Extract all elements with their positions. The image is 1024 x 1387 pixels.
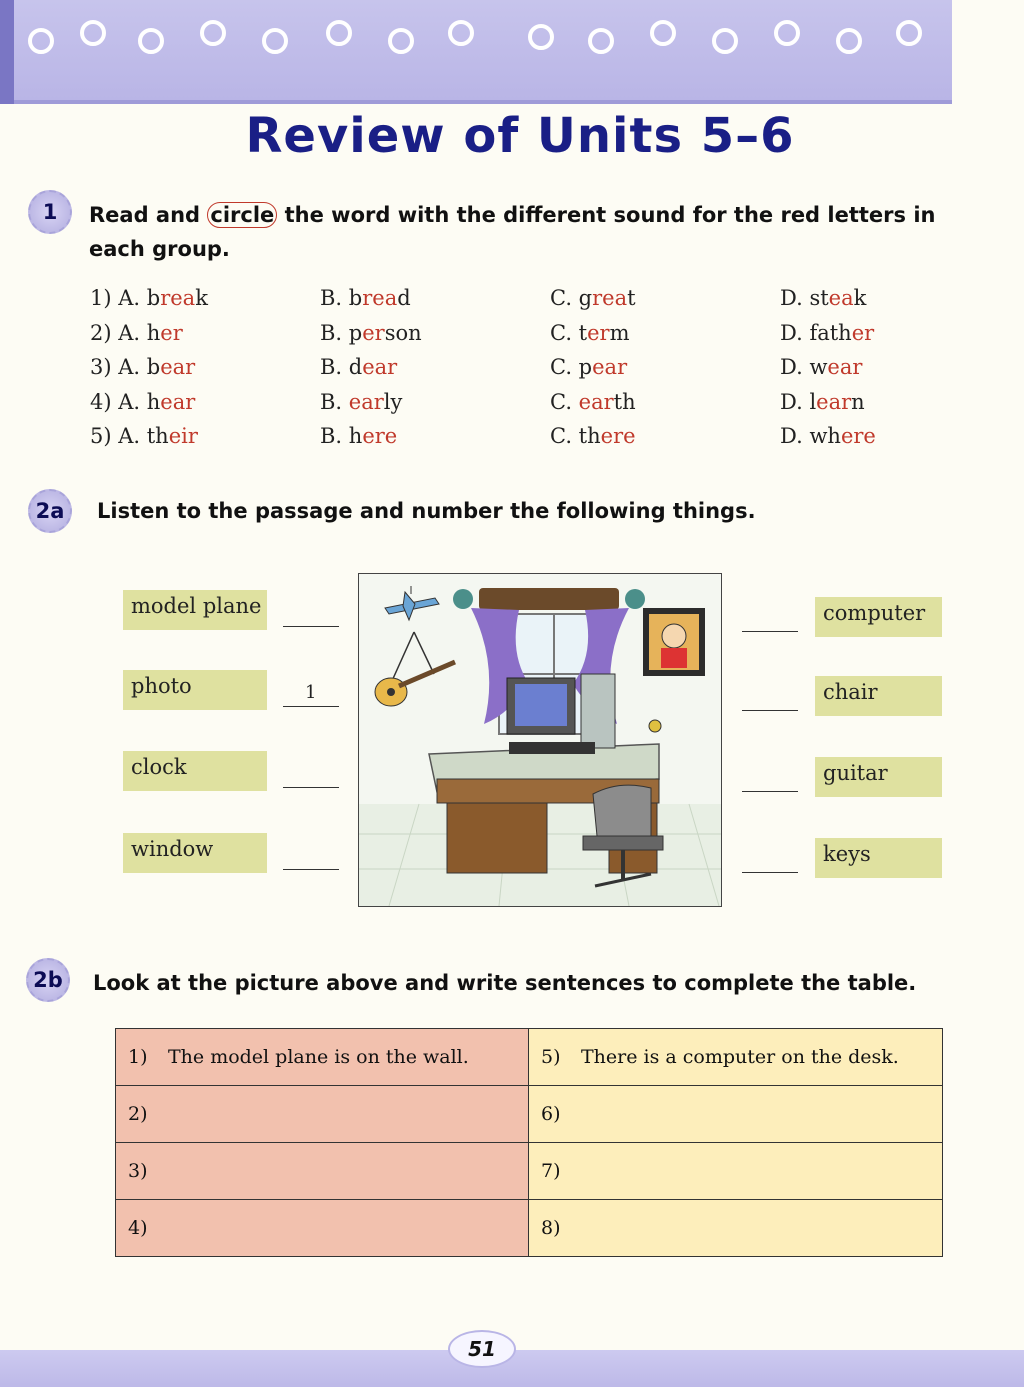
left-label-4: window bbox=[123, 833, 267, 873]
option-4-D[interactable]: D. learn bbox=[780, 389, 865, 414]
left-label-2: photo bbox=[123, 670, 267, 710]
section-2a-instruction: Listen to the passage and number the following things. bbox=[97, 499, 756, 523]
table-row bbox=[116, 1143, 943, 1200]
guitar-drawing bbox=[375, 632, 455, 706]
banner-edge bbox=[0, 0, 14, 104]
table-cell[interactable]: 8) bbox=[529, 1200, 943, 1257]
model-plane-drawing bbox=[385, 586, 439, 620]
option-1-B[interactable]: B. bread bbox=[320, 286, 411, 310]
option-3-B[interactable]: B. dear bbox=[320, 355, 398, 379]
section-2a-badge: 2a bbox=[28, 489, 72, 533]
option-3-C[interactable]: C. pear bbox=[550, 355, 628, 379]
option-5-A[interactable]: 5) A. their bbox=[90, 424, 198, 448]
right-label-4: keys bbox=[815, 838, 942, 878]
section-1-instruction: Read and circle the word with the different sound for the red letters in each group. bbox=[89, 203, 936, 261]
left-answer-line-4[interactable] bbox=[283, 869, 339, 870]
option-5-D[interactable]: D. where bbox=[780, 424, 876, 448]
right-answer-line-1[interactable] bbox=[742, 631, 798, 632]
table-row bbox=[116, 1200, 943, 1257]
photo-drawing bbox=[643, 608, 705, 676]
sentence-table bbox=[115, 1028, 943, 1257]
option-5-C[interactable]: C. there bbox=[550, 424, 636, 448]
left-label-3: clock bbox=[123, 751, 267, 791]
top-banner bbox=[0, 0, 952, 104]
table-cell[interactable]: 4) bbox=[116, 1200, 529, 1257]
right-label-2: chair bbox=[815, 676, 942, 716]
option-5-B[interactable]: B. here bbox=[320, 424, 398, 448]
table-cell[interactable]: 5) There is a computer on the desk. bbox=[529, 1029, 943, 1086]
option-3-A[interactable]: 3) A. bear bbox=[90, 355, 196, 379]
left-answer-line-1[interactable] bbox=[283, 626, 339, 627]
option-2-B[interactable]: B. person bbox=[320, 320, 422, 345]
option-4-C[interactable]: C. earth bbox=[550, 389, 636, 414]
right-label-3: guitar bbox=[815, 757, 942, 797]
option-3-D[interactable]: D. wear bbox=[780, 355, 863, 379]
option-2-A[interactable]: 2) A. her bbox=[90, 320, 183, 345]
page-number: 51 bbox=[448, 1330, 516, 1368]
option-2-C[interactable]: C. term bbox=[550, 320, 630, 345]
left-answer-line-2[interactable] bbox=[283, 706, 339, 707]
table-cell[interactable]: 7) bbox=[529, 1143, 943, 1200]
right-answer-line-3[interactable] bbox=[742, 791, 798, 792]
left-answer-line-3[interactable] bbox=[283, 787, 339, 788]
right-answer-line-4[interactable] bbox=[742, 872, 798, 873]
option-1-C[interactable]: C. great bbox=[550, 286, 636, 310]
table-cell[interactable]: 6) bbox=[529, 1086, 943, 1143]
option-1-D[interactable]: D. steak bbox=[780, 286, 867, 310]
right-label-1: computer bbox=[815, 597, 942, 637]
table-cell[interactable]: 3) bbox=[116, 1143, 529, 1200]
option-4-B[interactable]: B. early bbox=[320, 389, 403, 414]
option-4-A[interactable]: 4) A. hear bbox=[90, 389, 196, 414]
circled-word: circle bbox=[207, 202, 277, 228]
study-room-illustration bbox=[358, 573, 722, 907]
table-cell[interactable]: 1) The model plane is on the wall. bbox=[116, 1029, 529, 1086]
option-1-A[interactable]: 1) A. break bbox=[90, 286, 208, 310]
page-title: Review of Units 5–6 bbox=[245, 108, 795, 164]
left-label-1: model plane bbox=[123, 590, 267, 630]
section-2b-instruction: Look at the picture above and write sentences to complete the table. bbox=[93, 971, 917, 995]
left-answer-number-2: 1 bbox=[305, 682, 317, 703]
section-2b-badge: 2b bbox=[26, 958, 70, 1002]
table-row bbox=[116, 1086, 943, 1143]
right-answer-line-2[interactable] bbox=[742, 710, 798, 711]
table-cell[interactable]: 2) bbox=[116, 1086, 529, 1143]
option-2-D[interactable]: D. father bbox=[780, 320, 875, 345]
section-1-badge: 1 bbox=[28, 190, 72, 234]
table-row bbox=[116, 1029, 943, 1086]
